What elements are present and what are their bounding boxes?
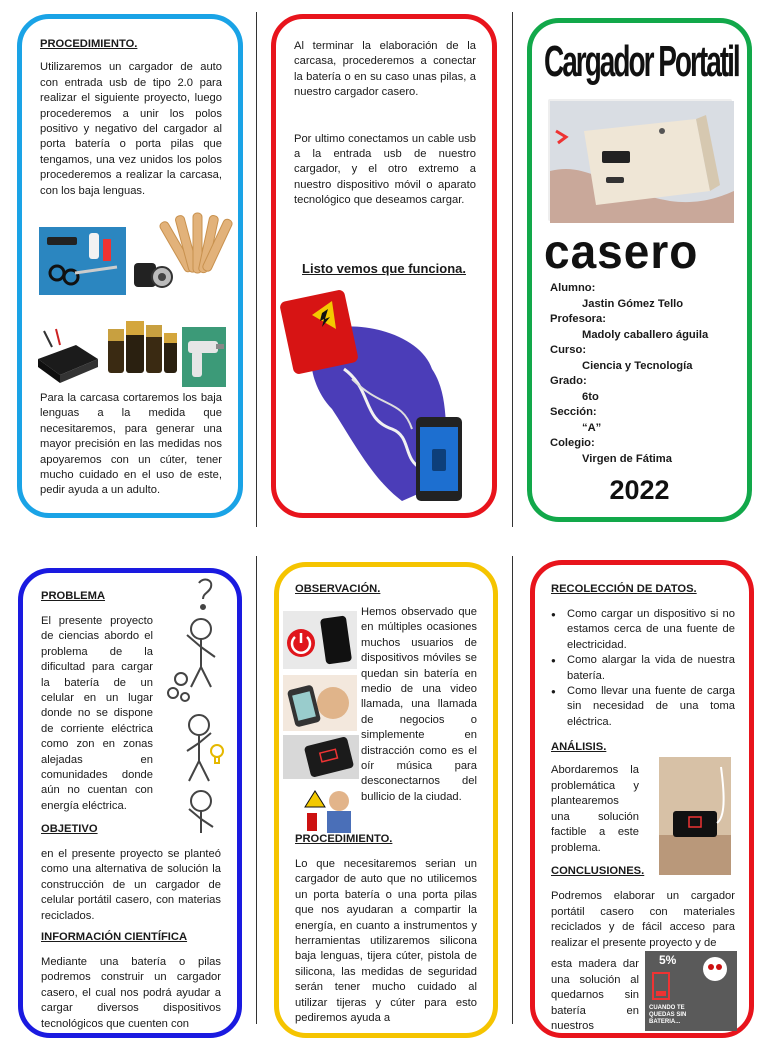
conclusiones-heading: CONCLUSIONES.: [551, 865, 645, 877]
label-grado: Grado:: [550, 375, 587, 387]
label-colegio: Colegio:: [550, 437, 595, 449]
tools-photo: [39, 227, 126, 295]
popsicle-sticks-photo: [168, 211, 226, 277]
value-grado: 6to: [582, 390, 599, 403]
panel-procedimiento-1: [17, 14, 243, 518]
homemade-charger-photo: [282, 289, 476, 511]
phone-charging-photo: [659, 757, 731, 875]
title-bottom: casero: [544, 224, 699, 279]
charger-product-photo: [548, 99, 732, 221]
panel-conexion: [271, 14, 497, 518]
problema-text: El presente proyecto de ciencias abordo el problema de la dificultad para cargar la batería de un celular en un lugar donde no se dispone de corriente eléctrica como zon en zonas alejadas en comunidades donde aún no cuentan con energía eléctrica.: [41, 615, 153, 812]
divider-bottom-left: [256, 556, 257, 1024]
listo-caption: Listo vemos que funciona.: [302, 261, 466, 276]
problema-heading: PROBLEMA: [41, 590, 106, 602]
value-curso: Ciencia y Tecnología: [582, 359, 693, 372]
recoleccion-list: [551, 607, 735, 730]
divider-top-left: [256, 12, 257, 527]
divider-bottom-right: [512, 556, 513, 1024]
panel-problema: [18, 568, 242, 1038]
conexion-text-2: Por ultimo conectamos un cable usb a la entrada usb de nuestro cargador, y el otro extremo a nuestro dispositivo móvil o aparato tecnológico que deseamos cargar.: [294, 132, 476, 207]
meme-caption: CUANDO TE QUEDAS SIN BATERIA...: [649, 1005, 687, 1025]
list-item: ● Como llevar una fuente de carga sin necesidad de una toma eléctrica.: [551, 684, 735, 730]
panel-portada: [527, 18, 752, 522]
glue-gun-photo: [182, 327, 226, 387]
observacion-text: Hemos observado que en múltiples ocasiones muchos usuarios de dispositivos móviles se quedan sin batería en medio de una video llamada, una llamada de negocios o simplemente en distracción como es el oír música para desconectarnos del bullicio de la ciudad.: [361, 606, 477, 803]
year: 2022: [609, 475, 670, 505]
objetivo-text: en el presente proyecto se planteó como una alternativa de solución la construcción de un cargador de celular portátil casero, con materias reciclados.: [41, 848, 221, 922]
low-battery-phone-photo: [283, 735, 359, 779]
analisis-heading: ANÁLISIS.: [551, 741, 607, 753]
value-colegio: Virgen de Fátima: [582, 452, 672, 465]
procedimiento-2-heading: PROCEDIMIENTO.: [295, 833, 393, 845]
conclusiones-text-2: esta madera dar una solución al quedarnos sin batería en nuestros: [551, 958, 639, 1033]
stick-figures-illustration: [159, 575, 239, 845]
battery-holder-photo: [34, 325, 102, 387]
meme-photo: [645, 951, 737, 1031]
panel-observacion: [274, 562, 498, 1038]
procedimiento-2-text: Lo que necesitaremos serian un cargador de auto que no utilicemos un porta batería o una porta pilas que nos ayudaran a compartir la energía, en cuanto a instrumentos y herramientas utilizaremos silicona baja lenguas, tijera cúter, pistola de silicona, las medidas de seguridad serán tener mucho cuidado al utilizar tijeras y cúter para esto pediremos ayuda a: [295, 858, 477, 1025]
label-alumno: Alumno:: [550, 282, 596, 294]
worried-man-battery-photo: [295, 783, 357, 835]
label-curso: Curso:: [550, 344, 587, 356]
title-top: Cargador Portatil: [544, 37, 739, 86]
divider-top-right: [512, 12, 513, 527]
list-item: ● Como cargar un dispositivo si no estamos cerca de una fuente de electricidad.: [551, 607, 735, 653]
conclusiones-text: Podremos elaborar un cargador portátil casero con materiales reciclados y de fácil acceso para realizar el presente proyecto y de: [551, 890, 735, 949]
batteries-photo: [104, 315, 180, 377]
label-seccion: Sección:: [550, 406, 597, 418]
value-profesora: Madoly caballero águila: [582, 328, 709, 341]
stressed-man-phone-photo: [283, 675, 357, 731]
panel-recoleccion: [530, 560, 754, 1038]
info-cientifica-text: Mediante una batería o pilas podremos construir un cargador casero, el cual nos podrá ayudar a cargar diversos dispositivos tecnológicos que cuenten con: [41, 956, 221, 1030]
info-cientifica-heading: INFORMACIÓN CIENTÍFICA: [41, 931, 188, 943]
label-profesora: Profesora:: [550, 313, 606, 325]
value-seccion: “A”: [582, 421, 602, 434]
carcasa-text: Para la carcasa cortaremos los baja lenguas a la medida que necesitaremos, para generar una mayor precisión en las medidas nos apoyaremos con un cúter, tener mucho cuidado en el uso de este, pedir ayuda a un adulto.: [40, 392, 222, 497]
value-alumno: Jastin Gómez Tello: [582, 297, 684, 310]
meme-percent: 5%: [659, 953, 677, 967]
conexion-text-1: Al terminar la elaboración de la carcasa, procederemos a conectar la batería o en su caso unas pilas, a nuestro cargador casero.: [294, 40, 476, 99]
observacion-heading: OBSERVACIÓN.: [295, 583, 381, 595]
procedimiento-text: Utilizaremos un cargador de auto con entrada usb de tipo 2.0 para realizar el siguiente proyecto, luego procederemos a unir los polos positivo y negativo del cargador al porta batería o porta pilas que tengamos, una vez unidos los polos procederemos a realizar la carcasa, con los baja lenguas.: [40, 61, 222, 197]
recoleccion-heading: RECOLECCIÓN DE DATOS.: [551, 583, 697, 595]
objetivo-heading: OBJETIVO: [41, 823, 98, 835]
procedimiento-heading: PROCEDIMIENTO.: [40, 38, 138, 50]
analisis-text: Abordaremos la problemática y plantearemos una solución factible a este problema.: [551, 764, 639, 854]
list-item: ● Como alargar la vida de nuestra batería.: [551, 653, 735, 684]
power-off-phone-photo: [283, 611, 357, 669]
